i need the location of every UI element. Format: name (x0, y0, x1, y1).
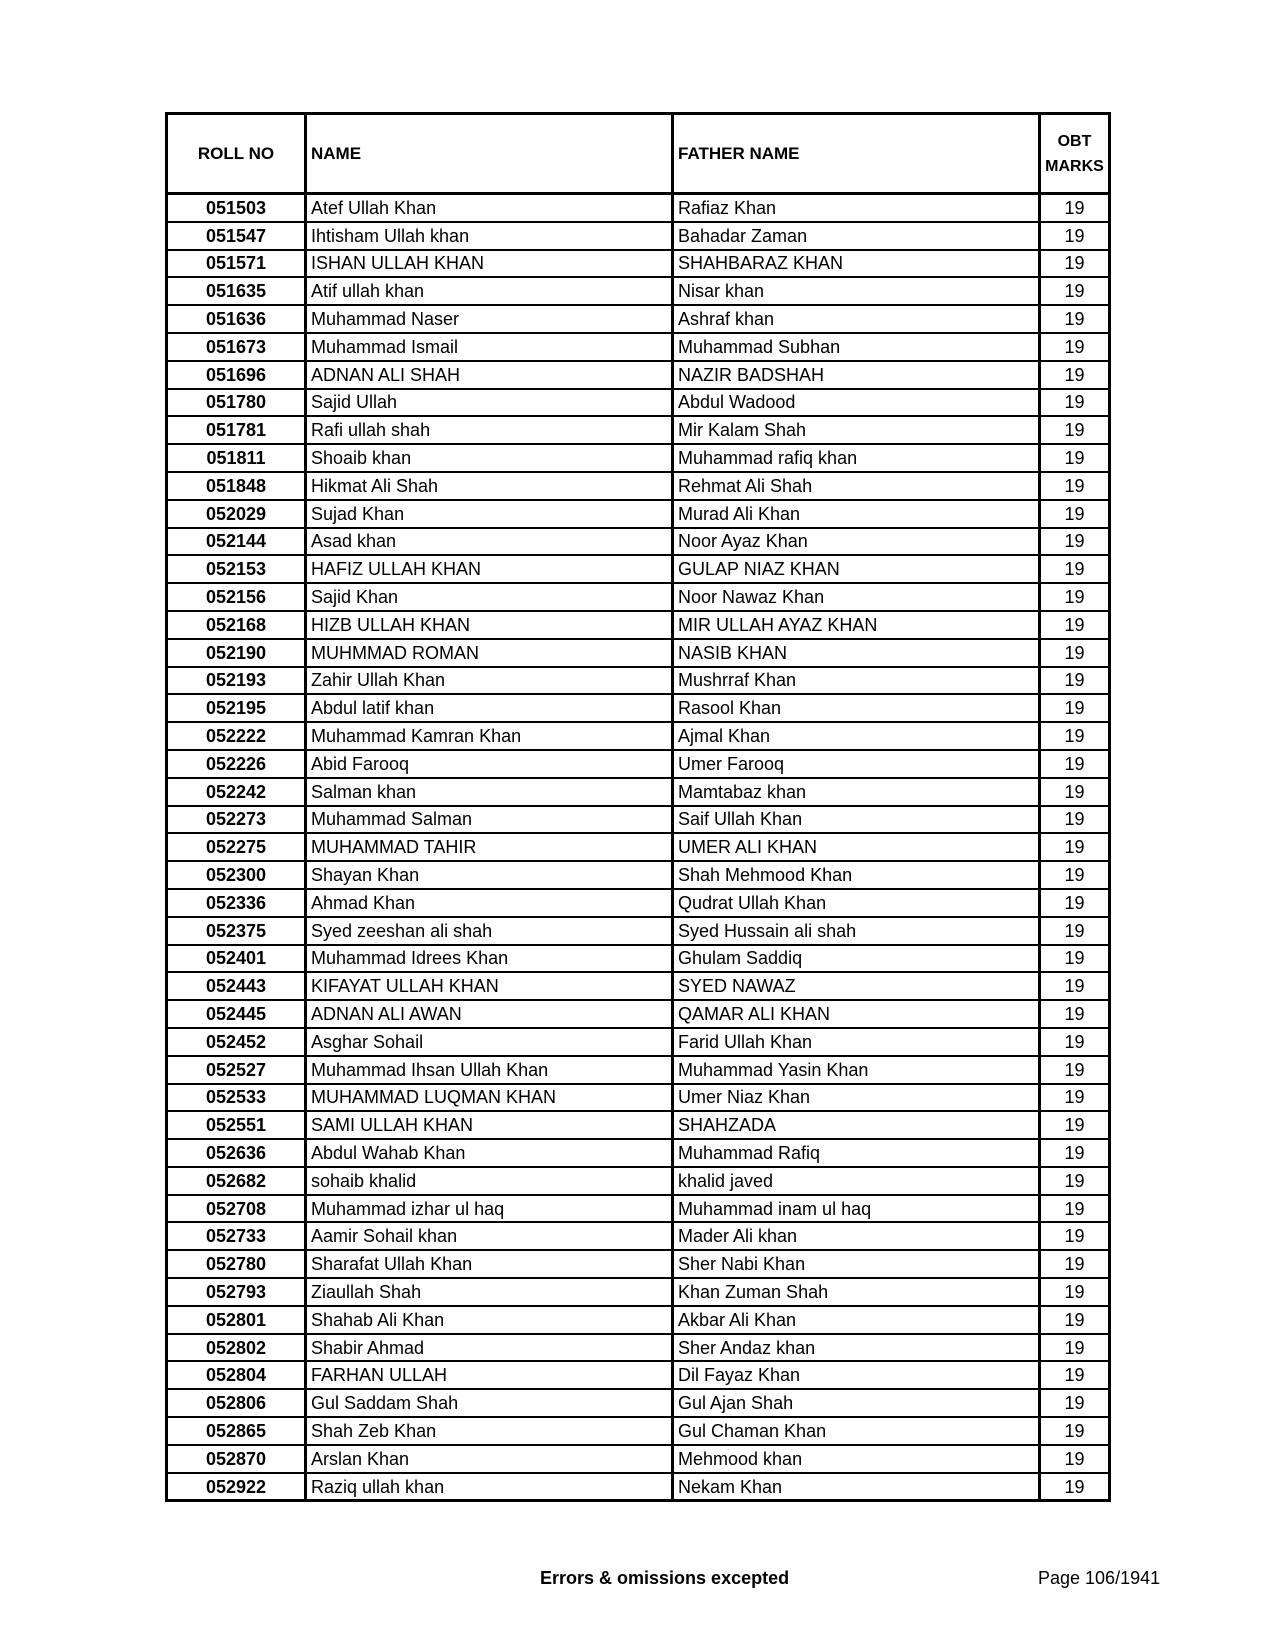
roll-no-cell: 052242 (167, 778, 306, 806)
name-cell: Muhammad Ihsan Ullah Khan (306, 1056, 673, 1084)
roll-no-cell: 051571 (167, 250, 306, 278)
table-row (167, 1445, 1110, 1473)
obt-marks-cell: 19 (1040, 1417, 1110, 1445)
obt-marks-cell: 19 (1040, 972, 1110, 1000)
header-obt-marks (1040, 114, 1110, 194)
roll-no-cell: 052452 (167, 1028, 306, 1056)
father-name-cell: Rasool Khan (673, 694, 1040, 722)
father-name-cell: NASIB KHAN (673, 639, 1040, 667)
obt-marks-cell: 19 (1040, 750, 1110, 778)
obt-marks-cell: 19 (1040, 1167, 1110, 1195)
name-cell: Syed zeeshan ali shah (306, 917, 673, 945)
father-name-cell: UMER ALI KHAN (673, 833, 1040, 861)
father-name-cell: Dil Fayaz Khan (673, 1361, 1040, 1389)
name-cell: Hikmat Ali Shah (306, 472, 673, 500)
roll-no-cell: 051673 (167, 333, 306, 361)
obt-marks-cell: 19 (1040, 1445, 1110, 1473)
name-cell: ADNAN ALI SHAH (306, 361, 673, 389)
name-cell: Asad khan (306, 528, 673, 556)
page-number: Page 106/1941 (1038, 1568, 1161, 1588)
name-cell: Sharafat Ullah Khan (306, 1250, 673, 1278)
name-cell: Ziaullah Shah (306, 1278, 673, 1306)
roll-no-cell: 052222 (167, 722, 306, 750)
table-row (167, 361, 1110, 389)
name-cell: HAFIZ ULLAH KHAN (306, 555, 673, 583)
father-name-cell: Qudrat Ullah Khan (673, 889, 1040, 917)
father-name-cell: SYED NAWAZ (673, 972, 1040, 1000)
father-name-cell: Murad Ali Khan (673, 500, 1040, 528)
roll-no-cell: 052443 (167, 972, 306, 1000)
table-row (167, 945, 1110, 973)
obt-marks-cell: 19 (1040, 639, 1110, 667)
name-cell: Shah Zeb Khan (306, 1417, 673, 1445)
father-name-cell: Mushrraf Khan (673, 667, 1040, 695)
roll-no-cell: 052156 (167, 583, 306, 611)
roll-no-cell: 052682 (167, 1167, 306, 1195)
name-cell: Shoaib khan (306, 444, 673, 472)
obt-marks-cell: 19 (1040, 889, 1110, 917)
obt-marks-cell: 19 (1040, 222, 1110, 250)
name-cell: Muhammad Kamran Khan (306, 722, 673, 750)
name-cell: ISHAN ULLAH KHAN (306, 250, 673, 278)
name-cell: Abdul latif khan (306, 694, 673, 722)
roll-no-cell: 052168 (167, 611, 306, 639)
roll-no-cell: 052870 (167, 1445, 306, 1473)
roll-no-cell: 052226 (167, 750, 306, 778)
table-row (167, 1250, 1110, 1278)
roll-no-cell: 052636 (167, 1139, 306, 1167)
father-name-cell: Gul Chaman Khan (673, 1417, 1040, 1445)
obt-marks-cell: 19 (1040, 1139, 1110, 1167)
table-row (167, 222, 1110, 250)
obt-marks-cell: 19 (1040, 1306, 1110, 1334)
father-name-cell: Nisar khan (673, 277, 1040, 305)
table-row (167, 972, 1110, 1000)
table-row (167, 1000, 1110, 1028)
father-name-cell: Rehmat Ali Shah (673, 472, 1040, 500)
roll-no-cell: 052780 (167, 1250, 306, 1278)
table-row (167, 1084, 1110, 1112)
father-name-cell: Muhammad inam ul haq (673, 1195, 1040, 1223)
roll-no-cell: 052029 (167, 500, 306, 528)
father-name-cell: Shah Mehmood Khan (673, 861, 1040, 889)
father-name-cell: Sher Nabi Khan (673, 1250, 1040, 1278)
table-body (167, 194, 1110, 1501)
obt-marks-cell: 19 (1040, 194, 1110, 222)
name-cell: Atef Ullah Khan (306, 194, 673, 222)
obt-marks-cell: 19 (1040, 1250, 1110, 1278)
roll-no-cell: 051503 (167, 194, 306, 222)
table-row (167, 389, 1110, 417)
header-row (167, 114, 1110, 194)
name-cell: FARHAN ULLAH (306, 1361, 673, 1389)
table-row (167, 1056, 1110, 1084)
father-name-cell: Noor Ayaz Khan (673, 528, 1040, 556)
father-name-cell: Syed Hussain ali shah (673, 917, 1040, 945)
name-cell: ADNAN ALI AWAN (306, 1000, 673, 1028)
name-cell: Zahir Ullah Khan (306, 667, 673, 695)
name-cell: Muhammad Idrees Khan (306, 945, 673, 973)
roll-no-cell: 052195 (167, 694, 306, 722)
roll-no-cell: 052275 (167, 833, 306, 861)
name-cell: Muhammad Salman (306, 806, 673, 834)
header-obt-marks-line1: OBT (1057, 132, 1092, 150)
name-cell: sohaib khalid (306, 1167, 673, 1195)
roll-no-cell: 051811 (167, 444, 306, 472)
father-name-cell: SHAHZADA (673, 1111, 1040, 1139)
father-name-cell: Nekam Khan (673, 1473, 1040, 1501)
obt-marks-cell: 19 (1040, 861, 1110, 889)
roll-no-cell: 052733 (167, 1222, 306, 1250)
roll-no-cell: 052801 (167, 1306, 306, 1334)
obt-marks-cell: 19 (1040, 1278, 1110, 1306)
name-cell: HIZB ULLAH KHAN (306, 611, 673, 639)
father-name-cell: Muhammad rafiq khan (673, 444, 1040, 472)
father-name-cell: Ashraf khan (673, 305, 1040, 333)
footer-note: Errors & omissions excepted (540, 1568, 790, 1588)
father-name-cell: Bahadar Zaman (673, 222, 1040, 250)
obt-marks-cell: 19 (1040, 500, 1110, 528)
roll-no-cell: 052802 (167, 1334, 306, 1362)
obt-marks-cell: 19 (1040, 611, 1110, 639)
father-name-cell: Saif Ullah Khan (673, 806, 1040, 834)
name-cell: Sajid Ullah (306, 389, 673, 417)
table-row (167, 889, 1110, 917)
father-name-cell: Farid Ullah Khan (673, 1028, 1040, 1056)
name-cell: Salman khan (306, 778, 673, 806)
obt-marks-cell: 19 (1040, 277, 1110, 305)
table-row (167, 1334, 1110, 1362)
table-row (167, 1111, 1110, 1139)
table-row (167, 250, 1110, 278)
results-table (165, 112, 1111, 1502)
roll-no-cell: 051848 (167, 472, 306, 500)
name-cell: Atif ullah khan (306, 277, 673, 305)
father-name-cell: Gul Ajan Shah (673, 1389, 1040, 1417)
father-name-cell: Mader Ali khan (673, 1222, 1040, 1250)
obt-marks-cell: 19 (1040, 555, 1110, 583)
name-cell: Muhammad Naser (306, 305, 673, 333)
table-row (167, 305, 1110, 333)
table-row (167, 639, 1110, 667)
table-row (167, 416, 1110, 444)
table-row (167, 528, 1110, 556)
table-row (167, 1389, 1110, 1417)
name-cell: Asghar Sohail (306, 1028, 673, 1056)
name-cell: Muhammad Ismail (306, 333, 673, 361)
roll-no-cell: 051635 (167, 277, 306, 305)
name-cell: KIFAYAT ULLAH KHAN (306, 972, 673, 1000)
father-name-cell: Muhammad Rafiq (673, 1139, 1040, 1167)
table-row (167, 1195, 1110, 1223)
father-name-cell: khalid javed (673, 1167, 1040, 1195)
name-cell: Muhammad izhar ul haq (306, 1195, 673, 1223)
father-name-cell: Mir Kalam Shah (673, 416, 1040, 444)
obt-marks-cell: 19 (1040, 722, 1110, 750)
table-row (167, 333, 1110, 361)
table-row (167, 833, 1110, 861)
roll-no-cell: 051696 (167, 361, 306, 389)
table-header (167, 114, 1110, 194)
father-name-cell: Ghulam Saddiq (673, 945, 1040, 973)
name-cell: Ahmad Khan (306, 889, 673, 917)
name-cell: Abdul Wahab Khan (306, 1139, 673, 1167)
obt-marks-cell: 19 (1040, 305, 1110, 333)
father-name-cell: Khan Zuman Shah (673, 1278, 1040, 1306)
table-row (167, 1278, 1110, 1306)
father-name-cell: NAZIR BADSHAH (673, 361, 1040, 389)
roll-no-cell: 052804 (167, 1361, 306, 1389)
roll-no-cell: 052551 (167, 1111, 306, 1139)
name-cell: Sujad Khan (306, 500, 673, 528)
table-row (167, 194, 1110, 222)
name-cell: Raziq ullah khan (306, 1473, 673, 1501)
table-row (167, 555, 1110, 583)
table-row (167, 1167, 1110, 1195)
obt-marks-cell: 19 (1040, 806, 1110, 834)
obt-marks-cell: 19 (1040, 1111, 1110, 1139)
roll-no-cell: 051780 (167, 389, 306, 417)
name-cell: Shabir Ahmad (306, 1334, 673, 1362)
name-cell: MUHMMAD ROMAN (306, 639, 673, 667)
roll-no-cell: 052193 (167, 667, 306, 695)
name-cell: Shahab Ali Khan (306, 1306, 673, 1334)
name-cell: SAMI ULLAH KHAN (306, 1111, 673, 1139)
table-row (167, 1417, 1110, 1445)
obt-marks-cell: 19 (1040, 444, 1110, 472)
roll-no-cell: 052708 (167, 1195, 306, 1223)
name-cell: Sajid Khan (306, 583, 673, 611)
table-row (167, 1361, 1110, 1389)
father-name-cell: Umer Farooq (673, 750, 1040, 778)
roll-no-cell: 052144 (167, 528, 306, 556)
obt-marks-cell: 19 (1040, 917, 1110, 945)
obt-marks-cell: 19 (1040, 833, 1110, 861)
roll-no-cell: 052375 (167, 917, 306, 945)
father-name-cell: Mehmood khan (673, 1445, 1040, 1473)
name-cell: Ihtisham Ullah khan (306, 222, 673, 250)
obt-marks-cell: 19 (1040, 1195, 1110, 1223)
table-row (167, 694, 1110, 722)
father-name-cell: Muhammad Subhan (673, 333, 1040, 361)
obt-marks-cell: 19 (1040, 333, 1110, 361)
father-name-cell: QAMAR ALI KHAN (673, 1000, 1040, 1028)
obt-marks-cell: 19 (1040, 694, 1110, 722)
roll-no-cell: 052533 (167, 1084, 306, 1112)
roll-no-cell: 052336 (167, 889, 306, 917)
roll-no-cell: 052806 (167, 1389, 306, 1417)
table-row (167, 1139, 1110, 1167)
table-row (167, 583, 1110, 611)
table-row (167, 500, 1110, 528)
roll-no-cell: 052273 (167, 806, 306, 834)
table-row (167, 778, 1110, 806)
obt-marks-cell: 19 (1040, 416, 1110, 444)
obt-marks-cell: 19 (1040, 1056, 1110, 1084)
obt-marks-cell: 19 (1040, 1389, 1110, 1417)
name-cell: Gul Saddam Shah (306, 1389, 673, 1417)
obt-marks-cell: 19 (1040, 389, 1110, 417)
table-row (167, 1473, 1110, 1501)
roll-no-cell: 052865 (167, 1417, 306, 1445)
father-name-cell: Mamtabaz khan (673, 778, 1040, 806)
table-row (167, 444, 1110, 472)
roll-no-cell: 051781 (167, 416, 306, 444)
table-row (167, 1222, 1110, 1250)
obt-marks-cell: 19 (1040, 1334, 1110, 1362)
father-name-cell: GULAP NIAZ KHAN (673, 555, 1040, 583)
name-cell: Arslan Khan (306, 1445, 673, 1473)
father-name-cell: MIR ULLAH AYAZ KHAN (673, 611, 1040, 639)
name-cell: Abid Farooq (306, 750, 673, 778)
roll-no-cell: 052300 (167, 861, 306, 889)
roll-no-cell: 052153 (167, 555, 306, 583)
table-row (167, 472, 1110, 500)
obt-marks-cell: 19 (1040, 1361, 1110, 1389)
obt-marks-cell: 19 (1040, 250, 1110, 278)
table-row (167, 611, 1110, 639)
table-row (167, 277, 1110, 305)
roll-no-cell: 052527 (167, 1056, 306, 1084)
table-row (167, 722, 1110, 750)
father-name-cell: Umer Niaz Khan (673, 1084, 1040, 1112)
name-cell: Rafi ullah shah (306, 416, 673, 444)
table-row (167, 667, 1110, 695)
table-row (167, 1028, 1110, 1056)
roll-no-cell: 052445 (167, 1000, 306, 1028)
obt-marks-cell: 19 (1040, 1000, 1110, 1028)
obt-marks-cell: 19 (1040, 1222, 1110, 1250)
roll-no-cell: 052922 (167, 1473, 306, 1501)
father-name-cell: SHAHBARAZ KHAN (673, 250, 1040, 278)
header-obt-marks-line2: MARKS (1045, 157, 1104, 175)
name-cell: Shayan Khan (306, 861, 673, 889)
obt-marks-cell: 19 (1040, 1028, 1110, 1056)
roll-no-cell: 052793 (167, 1278, 306, 1306)
obt-marks-cell: 19 (1040, 583, 1110, 611)
obt-marks-cell: 19 (1040, 667, 1110, 695)
father-name-cell: Noor Nawaz Khan (673, 583, 1040, 611)
roll-no-cell: 052190 (167, 639, 306, 667)
header-name: NAME (306, 114, 673, 194)
roll-no-cell: 051636 (167, 305, 306, 333)
obt-marks-cell: 19 (1040, 1084, 1110, 1112)
table-row (167, 861, 1110, 889)
name-cell: Aamir Sohail khan (306, 1222, 673, 1250)
table-row (167, 750, 1110, 778)
obt-marks-cell: 19 (1040, 945, 1110, 973)
obt-marks-cell: 19 (1040, 1473, 1110, 1501)
name-cell: MUHAMMAD LUQMAN KHAN (306, 1084, 673, 1112)
obt-marks-cell: 19 (1040, 472, 1110, 500)
roll-no-cell: 052401 (167, 945, 306, 973)
table-row (167, 1306, 1110, 1334)
obt-marks-cell: 19 (1040, 361, 1110, 389)
roll-no-cell: 051547 (167, 222, 306, 250)
table-row (167, 917, 1110, 945)
obt-marks-cell: 19 (1040, 528, 1110, 556)
table-row (167, 806, 1110, 834)
header-roll-no: ROLL NO (167, 114, 306, 194)
obt-marks-cell: 19 (1040, 778, 1110, 806)
father-name-cell: Abdul Wadood (673, 389, 1040, 417)
father-name-cell: Sher Andaz khan (673, 1334, 1040, 1362)
father-name-cell: Muhammad Yasin Khan (673, 1056, 1040, 1084)
father-name-cell: Rafiaz Khan (673, 194, 1040, 222)
father-name-cell: Ajmal Khan (673, 722, 1040, 750)
name-cell: MUHAMMAD TAHIR (306, 833, 673, 861)
header-father-name: FATHER NAME (673, 114, 1040, 194)
father-name-cell: Akbar Ali Khan (673, 1306, 1040, 1334)
